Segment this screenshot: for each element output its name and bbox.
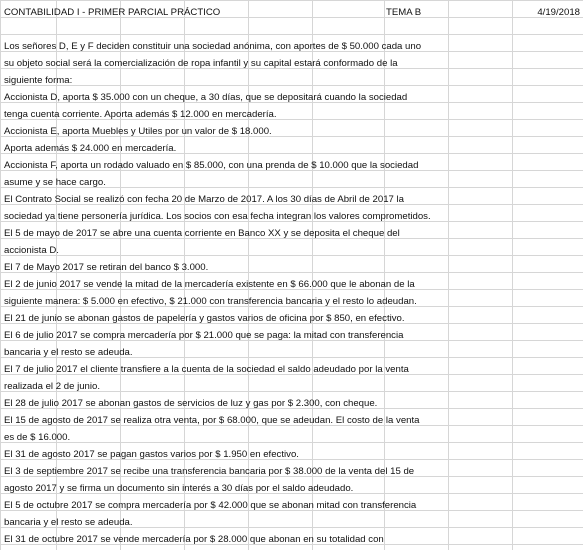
statement-line[interactable]: El 28 de julio 2017 se abonan gastos de servicios de luz y gas por $ 2.300, con cheque.: [4, 398, 378, 409]
statement-line[interactable]: El 7 de Mayo 2017 se retiran del banco $ 3.000.: [4, 262, 209, 273]
statement-line[interactable]: El 31 de agosto 2017 se pagan gastos varios por $ 1.950 en efectivo.: [4, 449, 299, 460]
statement-line[interactable]: Los señores D, E y F deciden constituir una sociedad anónima, con aportes de $ 50.000 cada uno: [4, 41, 422, 52]
statement-line[interactable]: Accionista E, aporta Muebles y Utiles por un valor de $ 18.000.: [4, 126, 272, 137]
statement-line[interactable]: El 7 de julio 2017 el cliente transfiere a la cuenta de la sociedad el saldo adeudado por la venta: [4, 364, 409, 375]
statement-line[interactable]: El 15 de agosto de 2017 se realiza otra venta, por $ 68.000, que se adeudan. El costo de la venta: [4, 415, 420, 426]
statement-line[interactable]: tenga cuenta corriente. Aporta además $ 12.000 en mercadería.: [4, 109, 277, 120]
statement-line[interactable]: El Contrato Social se realizó con fecha 20 de Marzo de 2017. A los 30 días de Abril de 2017 la: [4, 194, 404, 205]
statement-line[interactable]: El 6 de julio 2017 se compra mercadería por $ 21.000 que se paga: la mitad con transferencia: [4, 330, 404, 341]
column-divider: [448, 0, 449, 550]
statement-line[interactable]: es de $ 16.000.: [4, 432, 71, 443]
statement-line[interactable]: El 5 de mayo de 2017 se abre una cuenta corriente en Banco XX y se deposita el cheque del: [4, 228, 400, 239]
statement-line[interactable]: El 21 de junio se abonan gastos de papelería y gastos varios de oficina por $ 850, en efectivo.: [4, 313, 405, 324]
date-cell[interactable]: 4/19/2018: [537, 7, 580, 18]
statement-line[interactable]: El 3 de septiembre 2017 se recibe una transferencia bancaria por $ 38.000 de la venta del 15 de: [4, 466, 415, 477]
statement-line[interactable]: Accionista F, aporta un rodado valuado en $ 85.000, con una prenda de $ 10.000 que la sociedad: [4, 160, 419, 171]
tema-label[interactable]: TEMA B: [386, 7, 422, 18]
column-divider: [512, 0, 513, 550]
statement-line[interactable]: bancaria y el resto se adeuda.: [4, 347, 133, 358]
statement-line[interactable]: sociedad ya tiene personería jurídica. Los socios con esa fecha integran los valores comprometidos.: [4, 211, 431, 222]
statement-line[interactable]: siguiente manera: $ 5.000 en efectivo, $ 21.000 con transferencia bancaria y el resto lo adeudan.: [4, 296, 417, 307]
statement-line[interactable]: Accionista D, aporta $ 35.000 con un cheque, a 30 días, que se depositará cuando la sociedad: [4, 92, 408, 103]
statement-line[interactable]: bancaria y el resto se adeuda.: [4, 517, 133, 528]
statement-line[interactable]: agosto 2017 y se firma un documento sin interés a 30 días por el saldo adeudado.: [4, 483, 354, 494]
statement-line[interactable]: siguiente forma:: [4, 75, 73, 86]
statement-line[interactable]: accionista D.: [4, 245, 59, 256]
statement-line[interactable]: Aporta además $ 24.000 en mercadería.: [4, 143, 177, 154]
statement-line[interactable]: realizada el 2 de junio.: [4, 381, 101, 392]
statement-line[interactable]: asume y se hace cargo.: [4, 177, 106, 188]
statement-line[interactable]: El 5 de octubre 2017 se compra mercadería por $ 42.000 que se abonan mitad con transferencia: [4, 500, 417, 511]
statement-line[interactable]: su objeto social será la comercialización de ropa infantil y su capital estará conformado de la: [4, 58, 398, 69]
sheet-title[interactable]: CONTABILIDAD I - PRIMER PARCIAL PRÁCTICO: [4, 7, 221, 18]
statement-line[interactable]: El 31 de octubre 2017 se vende mercadería por $ 28.000 que abonan en su totalidad con: [4, 534, 384, 545]
statement-line[interactable]: El 2 de junio 2017 se vende la mitad de la mercadería existente en $ 66.000 que le abonan de la: [4, 279, 415, 290]
